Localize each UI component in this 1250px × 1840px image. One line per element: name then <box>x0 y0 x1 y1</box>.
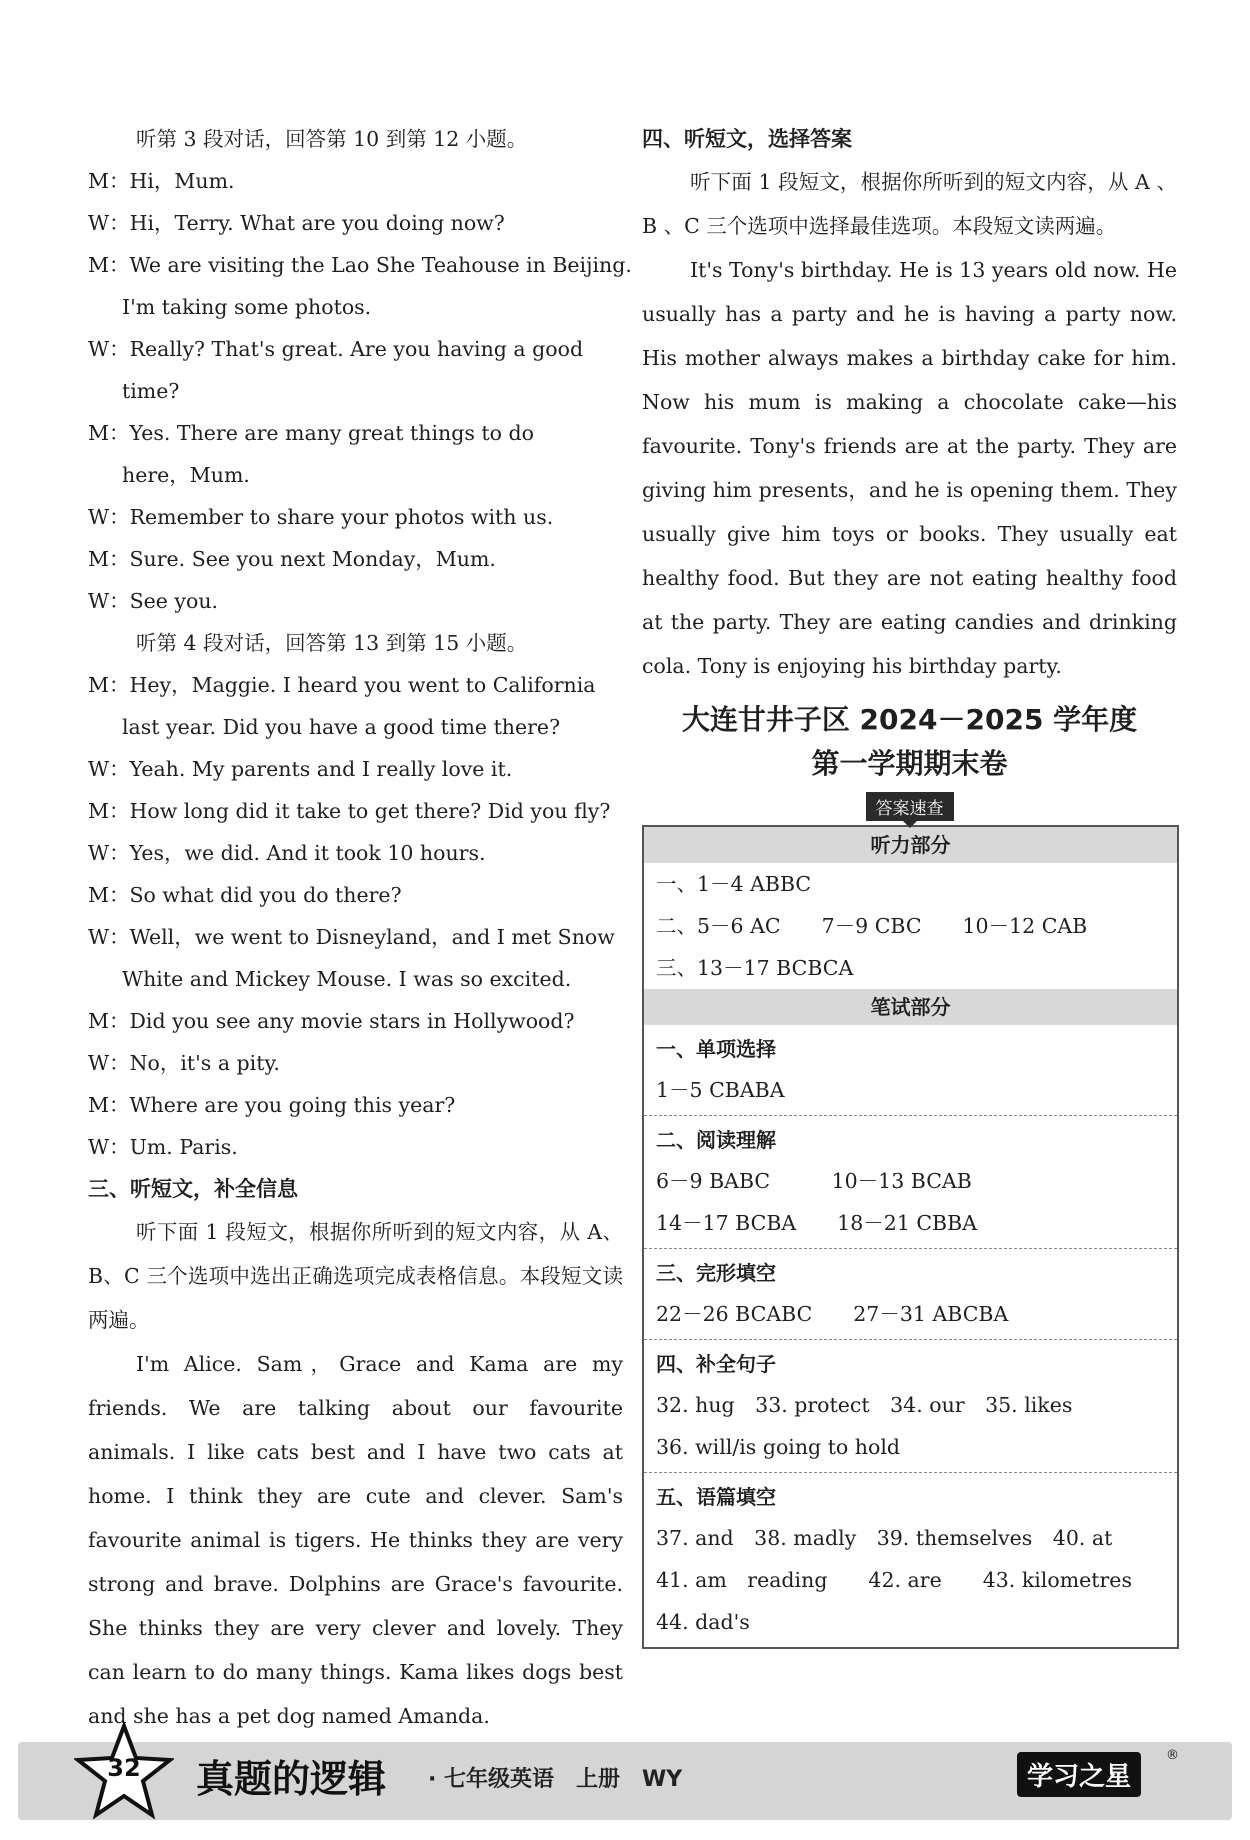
answer-line: 41. am reading 42. are 43. kilometres <box>656 1568 1132 1592</box>
writing-answers <box>644 1025 1177 1647</box>
answer-line: 14－17 BCBA 18－21 CBBA <box>656 1211 977 1235</box>
answer-group-title: 三、完形填空 <box>656 1261 776 1285</box>
dialogue-line: 听第 3 段对话，回答第 10 到第 12 小题。 <box>136 127 528 151</box>
dialogue-line: M：Did you see any movie stars in Hollywood? <box>88 1009 575 1033</box>
exam-title <box>642 698 1177 786</box>
answer-tag-wrap <box>642 792 1177 821</box>
answer-group <box>644 1473 1177 1647</box>
section3-text <box>88 1210 623 1738</box>
answer-group-title: 二、阅读理解 <box>656 1128 776 1152</box>
dialogue-line: W：Hi，Terry. What are you doing now? <box>88 211 505 235</box>
dialogue-line: M：We are visiting the Lao She Teahouse in Beijing. <box>88 253 632 277</box>
publisher-logo: 学习之星 <box>1017 1752 1141 1797</box>
registered-mark: ® <box>1166 1748 1179 1763</box>
answer-box <box>642 825 1179 1649</box>
dialogue-line: M：Hi，Mum. <box>88 169 235 193</box>
answer-group <box>644 1340 1177 1473</box>
section3-passage: I'm Alice. Sam，Grace and Kama are my friends. We are talking about our favourite animals. I like cats best and I have two cats at home. I think they are cute and clever. Sam's favourite animal is tigers. He thinks they are very strong and brave. Dolphins are Grace's favourite. She thinks they are very clever and lovely. They can learn to do many things. Kama likes dogs best and she has a pet dog named Amanda. <box>88 1352 623 1728</box>
listening-answer-line: 三、13－17 BCBCA <box>656 956 854 980</box>
dialogue-line: W：Yes，we did. And it took 10 hours. <box>88 841 486 865</box>
exam-title-line-1: 大连甘井子区 2024－2025 学年度 <box>681 703 1138 736</box>
answer-line: 6－9 BABC 10－13 BCAB <box>656 1169 972 1193</box>
dialogue-line: M：How long did it take to get there? Did you fly? <box>88 799 611 823</box>
answer-group-title: 一、单项选择 <box>656 1037 776 1061</box>
dialogue-line: 听第 4 段对话，回答第 13 到第 15 小题。 <box>136 631 528 655</box>
dialogue-line: here，Mum. <box>122 463 250 487</box>
dialogue-line: M：Yes. There are many great things to do <box>88 421 534 445</box>
answer-group <box>644 1025 1177 1116</box>
dialogue-line: M：Where are you going this year? <box>88 1093 456 1117</box>
dialogue-lines <box>88 118 632 1168</box>
exam-title-line-2: 第一学期期末卷 <box>811 747 1008 780</box>
dialogue-line: W：Remember to share your photos with us. <box>88 505 554 529</box>
dialogue-line: W：Well，we went to Disneyland，and I met Snow <box>88 925 615 949</box>
right-column <box>642 118 1177 1649</box>
answer-group <box>644 1116 1177 1249</box>
dialogue-line: time? <box>122 379 180 403</box>
dialogue-line: White and Mickey Mouse. I was so excited. <box>122 967 572 991</box>
page-number: 32 <box>107 1754 141 1782</box>
book-brand: 真题的逻辑 <box>196 1757 387 1801</box>
left-column <box>88 118 632 1738</box>
section3-heading: 三、听短文，补全信息 <box>88 1177 298 1201</box>
answer-line: 36. will/is going to hold <box>656 1435 901 1459</box>
dialogue-line: last year. Did you have a good time there? <box>122 715 561 739</box>
answer-group-title: 五、语篇填空 <box>656 1485 776 1509</box>
dialogue-line: W：No，it's a pity. <box>88 1051 280 1075</box>
section4-text <box>642 160 1177 688</box>
dialogue-line: W：Really? That's great. Are you having a good <box>88 337 584 361</box>
listening-answer-line: 二、5－6 AC 7－9 CBC 10－12 CAB <box>656 914 1088 938</box>
dialogue-line: W：See you. <box>88 589 219 613</box>
book-subtitle: · 七年级英语 上册 WY <box>428 1767 683 1792</box>
listening-answer-line: 一、1－4 ABBC <box>656 872 812 896</box>
dialogue-line: W：Um. Paris. <box>88 1135 238 1159</box>
section4-instruction: 听下面 1 段短文，根据你所听到的短文内容，从 A 、B 、C 三个选项中选择最佳选项。本段短文读两遍。 <box>642 170 1177 238</box>
answer-line: 1－5 CBABA <box>656 1078 785 1102</box>
answer-quick-check-tag: 答案速查 <box>866 792 954 821</box>
answer-line: 22－26 BCABC 27－31 ABCBA <box>656 1302 1009 1326</box>
listening-section-head: 听力部分 <box>644 827 1177 863</box>
writing-section-head: 笔试部分 <box>644 989 1177 1025</box>
listening-answers <box>644 863 1177 989</box>
dialogue-line: I'm taking some photos. <box>122 295 372 319</box>
answer-line: 44. dad's <box>656 1610 750 1634</box>
dialogue-line: W：Yeah. My parents and I really love it. <box>88 757 513 781</box>
section4-passage: It's Tony's birthday. He is 13 years old now. He usually has a party and he is having a party now. His mother always makes a birthday cake for him. Now his mum is making a chocolate cake—his favourite. Tony's friends are at the party. They are giving him presents，and he is opening them. They usually give him toys or books. They usually eat healthy food. But they are not eating healthy food at the party. They are eating candies and drinking cola. Tony is enjoying his birthday party. <box>642 258 1177 678</box>
answer-group <box>644 1249 1177 1340</box>
dialogue-line: M：Sure. See you next Monday，Mum. <box>88 547 496 571</box>
dialogue-line: M：Hey，Maggie. I heard you went to California <box>88 673 596 697</box>
section4-heading: 四、听短文，选择答案 <box>642 127 852 151</box>
section3-instruction: 听下面 1 段短文，根据你所听到的短文内容，从 A、B、C 三个选项中选出正确选项完成表格信息。本段短文读两遍。 <box>88 1220 623 1332</box>
answer-group-title: 四、补全句子 <box>656 1352 776 1376</box>
answer-line: 37. and 38. madly 39. themselves 40. at <box>656 1526 1113 1550</box>
answer-line: 32. hug 33. protect 34. our 35. likes <box>656 1393 1073 1417</box>
dialogue-line: M：So what did you do there? <box>88 883 402 907</box>
